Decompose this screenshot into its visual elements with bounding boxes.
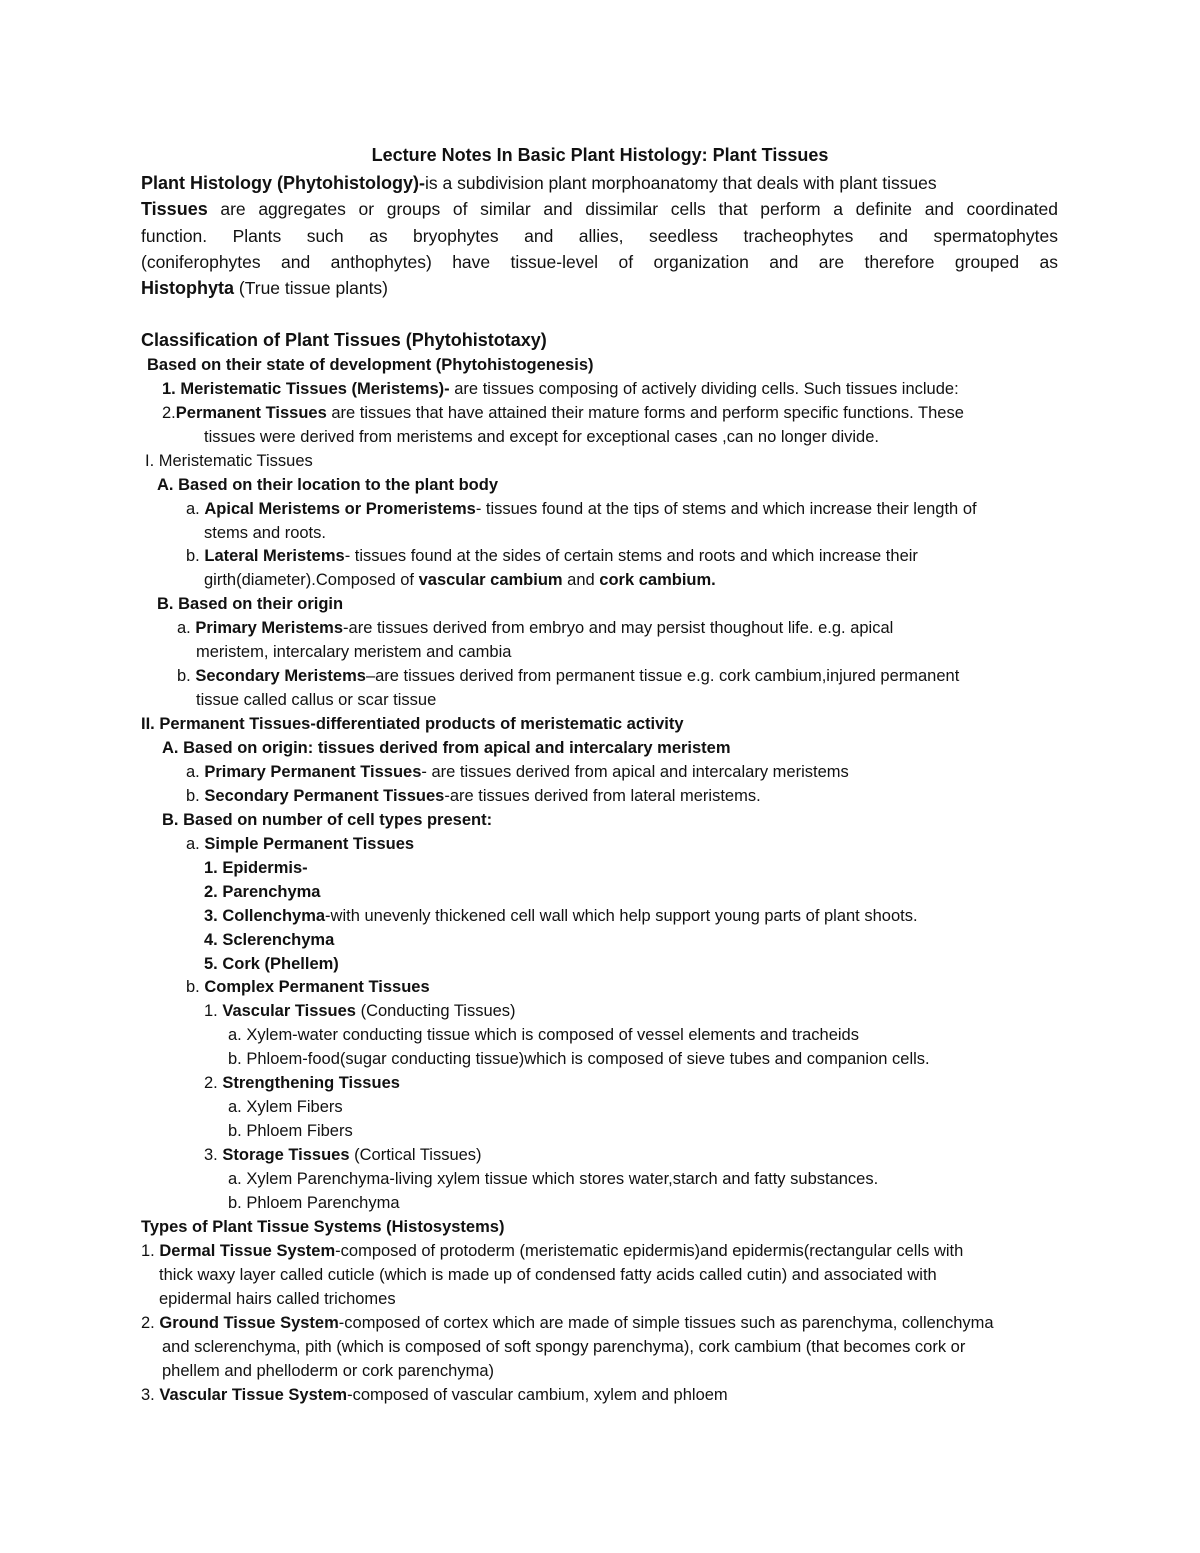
xylem-line: a. Xylem-water conducting tissue which is composed of vessel elements and tracheids xyxy=(228,1026,859,1044)
apical-term: Apical Meristems or Promeristems xyxy=(204,500,476,518)
vascular-term: Vascular Tissues xyxy=(222,1002,356,1020)
simple-prefix: a. xyxy=(186,835,205,853)
permanent-heading-text: II. Permanent Tissues-differentiated products of meristematic activity xyxy=(141,715,684,733)
dermal-system-line xyxy=(141,1241,963,1261)
lateral-def: - tissues found at the sides of certain stems and roots and which increase their xyxy=(344,547,918,565)
ground-system-cont-1: and sclerenchyma, pith (which is composed of soft spongy parenchyma), cork cambium (that becomes cork or xyxy=(162,1338,966,1356)
dermal-system-cont-1: thick waxy layer called cuticle (which is made up of condensed fatty acids called cutin) and associated with xyxy=(159,1266,937,1284)
secondary-permanent-line xyxy=(186,786,761,806)
parenchyma-term: 2. Parenchyma xyxy=(204,883,321,901)
state-heading xyxy=(147,355,594,375)
meristematic-heading: I. Meristematic Tissues xyxy=(145,452,313,470)
complex-prefix: b. xyxy=(186,978,205,996)
classification-item-2-cont: tissues were derived from meristems and except for exceptional cases ,can no longer divide. xyxy=(204,428,879,446)
storage-term: Storage Tissues xyxy=(222,1146,350,1164)
vascular-system-term: Vascular Tissue System xyxy=(159,1386,348,1404)
intro-line-3: function. Plants such as bryophytes and allies, seedless tracheophytes and spermatophytes xyxy=(141,226,1058,246)
xylem-fibers-line: a. Xylem Fibers xyxy=(228,1098,343,1116)
meristematic-a-heading xyxy=(157,475,498,495)
ground-term: Ground Tissue System xyxy=(159,1314,339,1332)
strength-prefix: 2. xyxy=(204,1074,223,1092)
tissues-def-1: are aggregates or groups of similar and dissimilar cells that perform a definite and coordinated xyxy=(207,199,1058,219)
dermal-system-cont-2: epidermal hairs called trichomes xyxy=(159,1290,396,1308)
ground-def: -composed of cortex which are made of simple tissues such as parenchyma, collenchyma xyxy=(338,1314,994,1332)
primary-meristems-line xyxy=(177,618,893,638)
ground-system-line xyxy=(141,1313,994,1333)
lateral-cont-text: girth(diameter).Composed of xyxy=(204,571,419,589)
sclerenchyma-term: 4. Sclerenchyma xyxy=(204,931,335,949)
parenchyma-line xyxy=(204,882,320,902)
permanent-heading xyxy=(141,714,684,734)
histophyta-term: Histophyta xyxy=(141,278,235,298)
lateral-prefix: b. xyxy=(186,547,205,565)
secondary-meristems-line xyxy=(177,666,959,686)
item1-term: Meristematic Tissues (Meristems)- xyxy=(180,380,450,398)
apical-prefix: a. xyxy=(186,500,205,518)
ground-system-cont-2: phellem and phelloderm or cork parenchyma) xyxy=(162,1362,494,1380)
cork-term: 5. Cork (Phellem) xyxy=(204,955,339,973)
apical-def: - tissues found at the tips of stems and which increase their length of xyxy=(475,500,977,518)
item2-term: Permanent Tissues xyxy=(175,404,327,422)
storage-def: (Cortical Tissues) xyxy=(349,1146,482,1164)
phloem-parenchyma-line: b. Phloem Parenchyma xyxy=(228,1194,400,1212)
apical-meristems-cont: stems and roots. xyxy=(204,524,326,542)
histology-term: Plant Histology (Phytohistology)- xyxy=(141,173,425,193)
simple-permanent-line xyxy=(186,834,414,854)
epidermis-term: 1. Epidermis- xyxy=(204,859,308,877)
meristematic-b-heading-text: B. Based on their origin xyxy=(157,595,344,613)
epidermis-line xyxy=(204,858,308,878)
vascular-system-line xyxy=(141,1385,728,1405)
systems-heading xyxy=(141,1217,504,1237)
dermal-term: Dermal Tissue System xyxy=(159,1242,336,1260)
dermal-prefix: 1. xyxy=(141,1242,160,1260)
permanent-a-heading xyxy=(162,738,731,758)
page-title: Lecture Notes In Basic Plant Histology: Plant Tissues xyxy=(371,145,829,165)
spt-prefix: b. xyxy=(186,787,205,805)
complex-term: Complex Permanent Tissues xyxy=(204,978,430,996)
vascular-system-def: -composed of vascular cambium, xylem and phloem xyxy=(347,1386,728,1404)
ppt-def: - are tissues derived from apical and intercalary meristems xyxy=(421,763,849,781)
xylem-parenchyma-line: a. Xylem Parenchyma-living xylem tissue which stores water,starch and fatty substances. xyxy=(228,1170,879,1188)
spt-term: Secondary Permanent Tissues xyxy=(204,787,445,805)
strength-term: Strengthening Tissues xyxy=(222,1074,400,1092)
phloem-line: b. Phloem-food(sugar conducting tissue)which is composed of sieve tubes and companion cells. xyxy=(228,1050,930,1068)
permanent-b-heading-text: B. Based on number of cell types present: xyxy=(162,811,493,829)
classification-item-2 xyxy=(162,403,964,423)
secondary-def: –are tissues derived from permanent tissue e.g. cork cambium,injured permanent xyxy=(365,667,960,685)
vascular-system-prefix: 3. xyxy=(141,1386,160,1404)
item2-num: 2. xyxy=(162,404,176,422)
meristematic-b-heading xyxy=(157,594,343,614)
histology-def: is a subdivision plant morphoanatomy that deals with plant tissues xyxy=(425,173,937,193)
classification-item-1 xyxy=(162,379,959,399)
ground-prefix: 2. xyxy=(141,1314,160,1332)
lateral-and: and xyxy=(562,571,600,589)
intro-line-2 xyxy=(141,199,1058,219)
item1-def: are tissues composing of actively dividing cells. Such tissues include: xyxy=(449,380,959,398)
collenchyma-def: -with unevenly thickened cell wall which help support young parts of plant shoots. xyxy=(325,907,918,925)
meristematic-a-heading-text: A. Based on their location to the plant body xyxy=(157,476,499,494)
lateral-meristems-cont xyxy=(204,570,716,590)
lateral-meristems-line xyxy=(186,546,918,566)
secondary-prefix: b. xyxy=(177,667,196,685)
spt-def: -are tissues derived from lateral meristems. xyxy=(444,787,761,805)
primary-term: Primary Meristems xyxy=(195,619,344,637)
simple-term: Simple Permanent Tissues xyxy=(204,835,415,853)
dermal-def: -composed of protoderm (meristematic epidermis)and epidermis(rectangular cells with xyxy=(335,1242,964,1260)
state-heading-text: Based on their state of development (Phytohistogenesis) xyxy=(147,356,594,374)
item1-num: 1. xyxy=(162,380,181,398)
strengthening-tissues-line xyxy=(204,1073,400,1093)
collenchyma-term: 3. Collenchyma xyxy=(204,907,326,925)
vascular-cambium-term: vascular cambium xyxy=(418,571,563,589)
complex-permanent-line xyxy=(186,977,430,997)
secondary-meristems-cont: tissue called callus or scar tissue xyxy=(196,691,437,709)
primary-def: -are tissues derived from embryo and may persist thoughout life. e.g. apical xyxy=(343,619,894,637)
cork-cambium-term: cork cambium. xyxy=(599,571,716,589)
classification-heading: Classification of Plant Tissues (Phytohistotaxy) xyxy=(141,330,547,350)
storage-prefix: 3. xyxy=(204,1146,223,1164)
permanent-a-heading-text: A. Based on origin: tissues derived from apical and intercalary meristem xyxy=(162,739,731,757)
ppt-term: Primary Permanent Tissues xyxy=(204,763,422,781)
primary-meristems-cont: meristem, intercalary meristem and cambia xyxy=(196,643,512,661)
lateral-term: Lateral Meristems xyxy=(204,547,345,565)
storage-tissues-line xyxy=(204,1145,482,1165)
vascular-tissues-line xyxy=(204,1001,516,1021)
secondary-term: Secondary Meristems xyxy=(195,667,366,685)
vascular-def: (Conducting Tissues) xyxy=(355,1002,516,1020)
intro-line-4: (coniferophytes and anthophytes) have tissue-level of organization and are therefore grouped as xyxy=(141,252,1058,272)
collenchyma-line xyxy=(204,906,918,926)
ppt-prefix: a. xyxy=(186,763,205,781)
primary-prefix: a. xyxy=(177,619,196,637)
cork-line xyxy=(204,954,339,974)
phloem-fibers-line: b. Phloem Fibers xyxy=(228,1122,353,1140)
systems-heading-text: Types of Plant Tissue Systems (Histosystems) xyxy=(141,1218,505,1236)
histophyta-def: (True tissue plants) xyxy=(234,278,389,298)
intro-line-5 xyxy=(141,278,388,298)
vascular-prefix: 1. xyxy=(204,1002,223,1020)
tissues-term: Tissues xyxy=(141,199,208,219)
primary-permanent-line xyxy=(186,762,849,782)
apical-meristems-line xyxy=(186,499,977,519)
item2-def: are tissues that have attained their mature forms and perform specific functions. These xyxy=(326,404,964,422)
sclerenchyma-line xyxy=(204,930,334,950)
permanent-b-heading xyxy=(162,810,492,830)
intro-line-1 xyxy=(141,173,937,193)
